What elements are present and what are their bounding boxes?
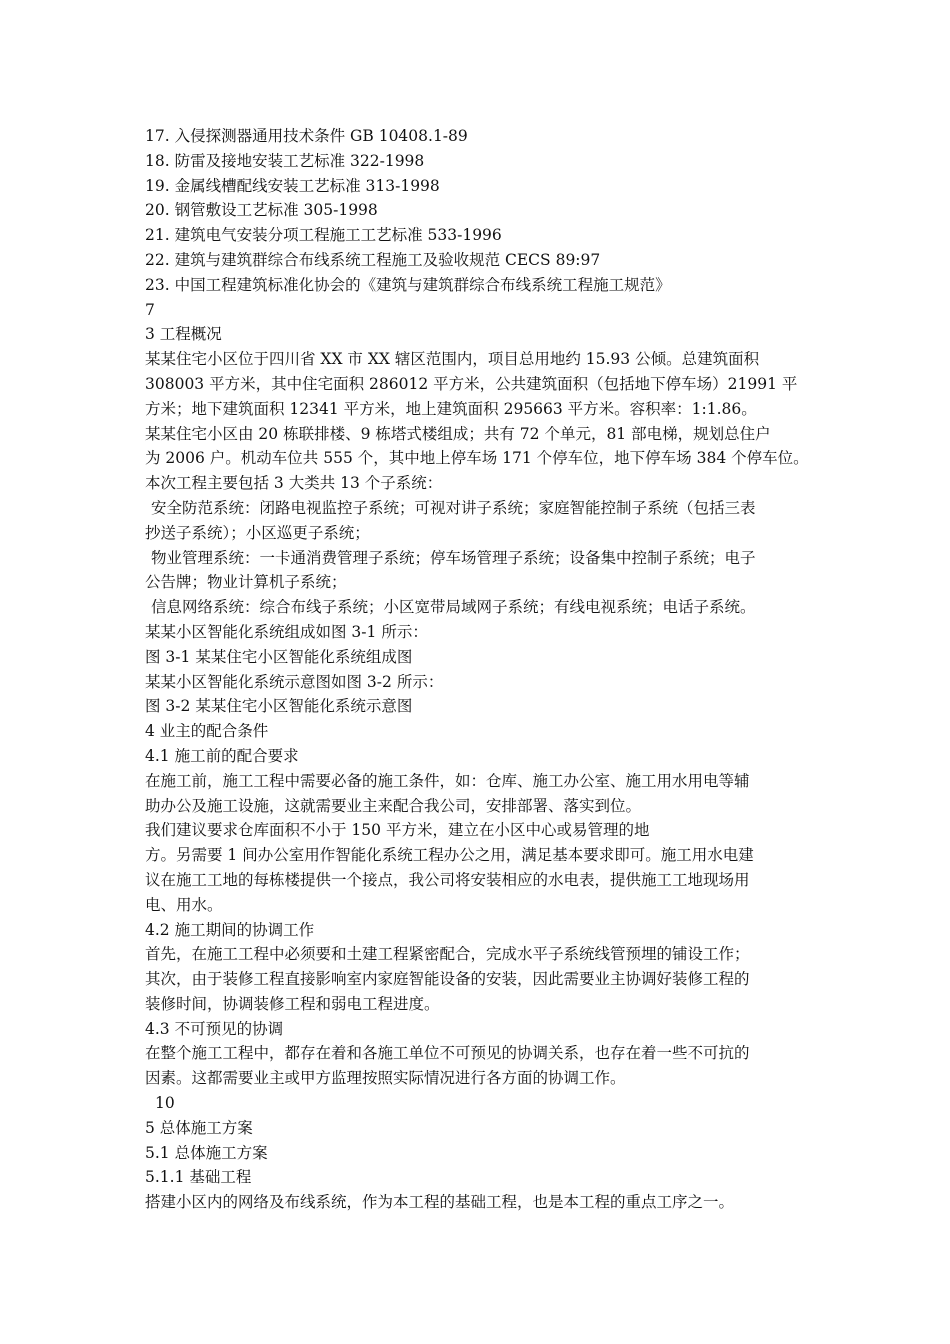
standard-item-22: 22. 建筑与建筑群综合布线系统工程施工及验收规范 CECS 89:97 — [145, 250, 601, 269]
paragraph-line: 在整个施工工程中，都存在着和各施工单位不可预见的协调关系，也存在着一些不可抗的 — [145, 1044, 750, 1063]
page-number: 10 — [155, 1094, 175, 1113]
paragraph-line: 某某小区智能化系统示意图如图 3-2 所示： — [145, 672, 444, 691]
paragraph-line: 其次，由于装修工程直接影响室内家庭智能设备的安装，因此需要业主协调好装修工程的 — [145, 970, 750, 989]
paragraph-line: 在施工前，施工工程中需要必备的施工条件，如：仓库、施工办公室、施工用水用电等辅 — [145, 771, 750, 790]
document-page — [145, 124, 815, 1215]
paragraph-line: 方米；地下建筑面积 12341 平方米，地上建筑面积 295663 平方米。容积率：1:1.86。 — [145, 399, 757, 418]
subsection-heading: 4.2 施工期间的协调工作 — [145, 920, 315, 939]
paragraph-line: 某某住宅小区由 20 栋联排楼、9 栋塔式楼组成；共有 72 个单元，81 部电梯，规划总住户 — [145, 424, 771, 443]
standard-item-17: 17. 入侵探测器通用技术条件 GB 10408.1-89 — [145, 127, 468, 145]
paragraph-line: 首先，在施工工程中必须要和土建工程紧密配合，完成水平子系统线管预埋的铺设工作； — [145, 945, 750, 964]
section-heading: 3 工程概况 — [145, 325, 222, 344]
subsection-heading: 5.1.1 基础工程 — [145, 1168, 252, 1187]
paragraph-line: 方。另需要 1 间办公室用作智能化系统工程办公之用，满足基本要求即可。施工用水电建 — [145, 846, 754, 865]
figure-caption: 图 3-1 某某住宅小区智能化系统组成图 — [145, 647, 413, 666]
paragraph-line: 某某住宅小区位于四川省 XX 市 XX 辖区范围内，项目总用地约 15.93 公倾。总建筑面积 — [145, 350, 760, 369]
subsystem-list-line: 公告牌；物业计算机子系统； — [145, 573, 347, 592]
paragraph-line: 搭建小区内的网络及布线系统，作为本工程的基础工程，也是本工程的重点工序之一。 — [145, 1193, 735, 1212]
standard-item-18: 18. 防雷及接地安装工艺标准 322-1998 — [145, 151, 425, 170]
paragraph-line: 助办公及施工设施，这就需要业主来配合我公司，安排部署、落实到位。 — [145, 796, 642, 815]
paragraph-line: 308003 平方米，其中住宅面积 286012 平方米，公共建筑面积（包括地下停车场）21991 平 — [145, 374, 798, 393]
section-heading: 4 业主的配合条件 — [145, 722, 269, 741]
subsystem-list-line: 物业管理系统：一卡通消费管理子系统；停车场管理子系统；设备集中控制子系统；电子 — [151, 548, 756, 567]
paragraph-line: 装修时间，协调装修工程和弱电工程进度。 — [145, 994, 440, 1013]
subsection-heading: 4.1 施工前的配合要求 — [145, 746, 299, 765]
subsystem-list-line: 安全防范系统：闭路电视监控子系统；可视对讲子系统；家庭智能控制子系统（包括三表 — [151, 498, 756, 517]
paragraph-line: 某某小区智能化系统组成如图 3-1 所示： — [145, 622, 428, 641]
subsystem-list-line: 信息网络系统：综合布线子系统；小区宽带局域网子系统；有线电视系统；电话子系统。 — [151, 598, 756, 617]
subsection-heading: 4.3 不可预见的协调 — [145, 1019, 284, 1038]
paragraph-line: 电、用水。 — [145, 895, 223, 914]
paragraph-line: 我们建议要求仓库面积不小于 150 平方米，建立在小区中心或易管理的地 — [145, 821, 650, 840]
standard-item-21: 21. 建筑电气安装分项工程施工工艺标准 533-1996 — [145, 226, 502, 245]
subsection-heading: 5.1 总体施工方案 — [145, 1143, 268, 1162]
standard-item-20: 20. 钢管敷设工艺标准 305-1998 — [145, 201, 378, 220]
paragraph-line: 议在施工工地的每栋楼提供一个接点，我公司将安装相应的水电表，提供施工工地现场用 — [145, 870, 750, 889]
paragraph-line: 因素。这都需要业主或甲方监理按照实际情况进行各方面的协调工作。 — [145, 1069, 626, 1088]
subsystem-list-line: 抄送子系统）；小区巡更子系统； — [145, 523, 370, 542]
standard-item-19: 19. 金属线槽配线安装工艺标准 313-1998 — [145, 176, 440, 195]
paragraph-line: 为 2006 户。机动车位共 555 个，其中地上停车场 171 个停车位，地下停车场 384 个停车位。 — [145, 449, 809, 468]
standard-item-23: 23. 中国工程建筑标准化协会的《建筑与建筑群综合布线系统工程施工规范》 — [145, 275, 671, 294]
paragraph-line: 本次工程主要包括 3 大类共 13 个子系统： — [145, 474, 443, 493]
figure-caption: 图 3-2 某某住宅小区智能化系统示意图 — [145, 697, 413, 716]
section-heading: 5 总体施工方案 — [145, 1118, 253, 1137]
page-number: 7 — [145, 300, 155, 319]
